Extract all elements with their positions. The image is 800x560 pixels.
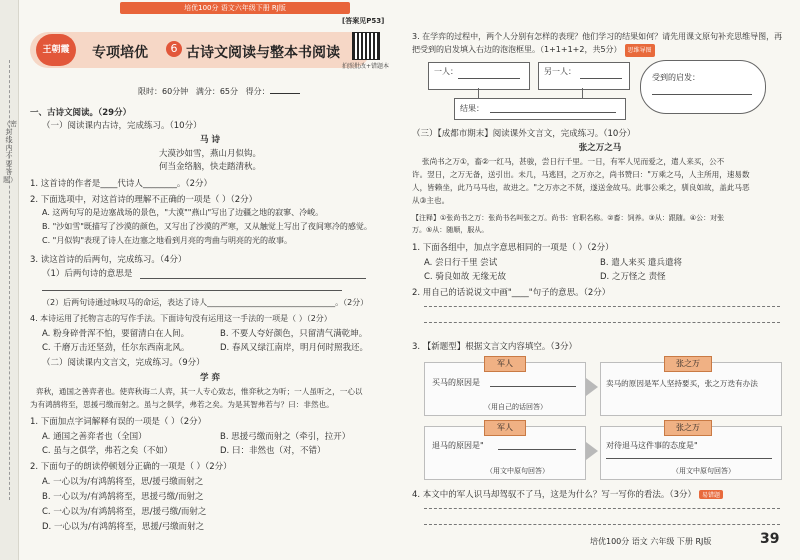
arrow-right-icon-1 <box>586 378 598 396</box>
q3-part-1: （1）后两句诗的意思是 <box>42 269 133 279</box>
q6-option-a: A. 一心以为/有鸿鹄将至，思/援弓缴而射之 <box>42 477 204 487</box>
question-5: 1. 下面加点字词解释有误的一项是（ ）（2分） <box>30 417 207 427</box>
mindmap-other-label: 另一人： <box>544 67 576 76</box>
answer-reference: [答案见P53] <box>342 17 385 25</box>
q5-option-d: D. 曰：非然也（对，不错） <box>220 446 326 456</box>
question-8: 1. 下面各组中，加点字意思相同的一项是（ ）（2分） <box>412 243 614 253</box>
q5-option-a: A. 通国之善弈者也（全国） <box>42 432 147 442</box>
poem-title: 马 诗 <box>200 135 220 145</box>
soldier-label-2: 军人 <box>484 420 526 436</box>
full-score: 满分：65分 <box>195 87 239 96</box>
frame-3-text: 退马的原因是" <box>432 441 484 450</box>
footer-series: 培优100分 语文 六年级 下册 RJ版 <box>590 537 712 546</box>
q6-option-d: D. 一心以为/有鸿鹄将至，思援/弓缴而射之 <box>42 522 205 532</box>
prose-line-1: 弈秋，通国之善弈者也。使弈秋诲二人弈，其一人专心致志，惟弈秋之为听；一人虽听之，一心以 <box>36 387 363 396</box>
q5-option-c: C. 虽与之俱学，弗若之矣（不如） <box>42 446 173 456</box>
section-1-heading: 一、古诗文阅读。（29分） <box>30 108 132 118</box>
q4-option-a: A. 粉身碎骨浑不怕，要留清白在人间。 <box>42 329 190 339</box>
q8-option-d: D. 之万怪之 责怪 <box>600 272 666 282</box>
q2-option-a: A. 这两句写的是边塞战场的景色，"大漠""燕山"写出了边疆之地的寂寥、冷峻。 <box>42 208 324 217</box>
story-line-3: 人，皆赖坐，此乃马马也，故进之。"之万亦之不贤，遂送金故马。此事公乘之，驯良如故，盖此马恶 <box>412 183 750 192</box>
q6-option-c: C. 一心以为/有鸿鹄将至，思/援弓缴/而射之 <box>42 507 207 517</box>
q6-option-b: B. 一心以为/有鸿鹄将至，思援弓缴/而射之 <box>42 492 204 502</box>
arrow-right-icon-2 <box>586 442 598 460</box>
question-10: 3. 【新题型】根据文言文内容填空。（3分） <box>412 342 577 352</box>
q11-answer-line-2[interactable] <box>424 524 780 525</box>
question-9: 2. 用自己的话说说文中画"____"句子的意思。（2分） <box>412 288 611 298</box>
meta-row <box>138 86 300 97</box>
brand-logo: 王朝霞 <box>36 34 76 66</box>
question-11 <box>412 488 723 500</box>
note-line-2: 万。⑤从：随顺，服从。 <box>412 226 489 234</box>
mindmap-result-label: 结果： <box>460 104 484 113</box>
mindmap-result-line[interactable] <box>490 112 616 113</box>
soldier-label-1: 军人 <box>484 356 526 372</box>
error-prone-tag: 易错题 <box>699 490 723 499</box>
frame-1-line[interactable] <box>490 386 576 387</box>
q4-option-b: B. 不要人夸好颜色，只留清气满乾坤。 <box>220 329 368 339</box>
frame-3-line[interactable] <box>498 449 576 450</box>
time-limit: 限时：60分钟 <box>138 87 189 96</box>
page-number: 39 <box>760 531 780 547</box>
score-blank[interactable] <box>270 93 300 94</box>
question-2: 2. 下面选项中，对这首诗的理解不正确的一项是（ ）（2分） <box>30 195 258 205</box>
frame-1-text: 买马的原因是 <box>432 378 480 387</box>
zhang-label-2: 张之万 <box>664 420 712 436</box>
binding-spine <box>0 0 19 560</box>
q2-option-b: B. "沙如雪"既描写了沙漠的颜色，又写出了沙漠的严寒，又从触觉上写出了夜间寒冷的感觉。 <box>42 222 372 231</box>
poem-line-2: 何当金络脑，快走踏清秋。 <box>158 162 261 172</box>
q5-option-b: B. 思援弓缴而射之（牵引，拉开） <box>220 432 351 442</box>
q11-answer-line-1[interactable] <box>424 508 780 509</box>
spine-note: （密封线内不要答题） <box>3 120 17 184</box>
prose-title: 学 弈 <box>200 373 220 383</box>
question-4: 4. 本诗运用了托物言志的写作手法。下面诗句没有运用这一手法的一项是（ ）（2分） <box>30 314 332 323</box>
q11-text: 4. 本文中的军人识马却驾驭不了马，这是为什么？写一写你的看法。（3分） <box>412 490 696 500</box>
qr-code-icon[interactable] <box>352 32 380 60</box>
story-line-2: 许。翌日，之万无备，送引出。未几，马逃回，之万亦之，尚书赞曰："万乘之马，人主所用，速易数 <box>412 170 750 179</box>
mindmap-one-line[interactable] <box>458 78 520 79</box>
mindmap-tag: 思维导图 <box>625 44 655 57</box>
frame-4-line[interactable] <box>606 458 772 459</box>
question-6: 2. 下面句子的朗读停顿划分正确的一项是（ ）（2分） <box>30 462 232 472</box>
part-1-heading: （一）阅读课内古诗，完成练习。（10分） <box>42 121 202 131</box>
frame-4-note: （用文中原句回答） <box>672 467 735 475</box>
q8-option-c: C. 骑良如故 无缘无故 <box>424 272 507 282</box>
prose-line-2: 为有鸿鹄将至，思援弓缴而射之。虽与之俱学，弗若之矣。为是其智弗若与？曰：非然也。 <box>30 400 334 409</box>
title-left: 专项培优 <box>92 45 148 61</box>
story-title: 张之万之马 <box>578 143 622 153</box>
qr-caption: 拍照批改+错题本 <box>342 63 390 70</box>
part-3-heading: （三）【成都市期末】阅读课外文言文，完成练习。（10分） <box>412 129 636 139</box>
note-line-1: 【注释】①张尚书之万：张尚书名叫张之万。尚书：官职名称。②畜：饲养。③从：跟随。④公：对张 <box>412 214 725 222</box>
mindmap-other-line[interactable] <box>580 78 622 79</box>
q4-option-c: C. 千磨万击还坚劲，任尔东西南北风。 <box>42 343 190 353</box>
mindmap-one-label: 一人： <box>434 67 458 76</box>
insight-label: 受到的启发： <box>652 73 700 82</box>
frame-4-text: 对待退马这件事的态度是" <box>606 441 698 450</box>
frame-1-note: （用自己的话回答） <box>484 403 547 411</box>
score-label: 得分： <box>245 87 270 96</box>
question-1: 1. 这首诗的作者是____代诗人________。（2分） <box>30 179 212 189</box>
q3-part-2: （2）后两句诗通过咏叹马的命运，表达了诗人________________________________。（2分） <box>42 298 369 307</box>
title-right: 古诗文阅读与整本书阅读 <box>186 45 340 61</box>
q3-answer-line-1[interactable] <box>140 278 366 279</box>
q4-option-d: D. 春风又绿江南岸，明月何时照我还。 <box>220 343 368 353</box>
q9-answer-line-2[interactable] <box>424 322 780 323</box>
frame-3-note: （用文中原句回答） <box>486 467 549 475</box>
story-line-1: 张尚书之万①，畜②一红马，甚骏，尝日行千里。一日，有军人见而爱之，遣人来买，公不 <box>422 157 725 166</box>
part-2-heading: （二）阅读课内文言文，完成练习。（9分） <box>42 358 205 368</box>
q2-option-c: C. "月似钩"表现了诗人在边塞之地看到月亮的弯曲与明亮的光的故事。 <box>42 236 293 245</box>
q8-option-a: A. 尝日行千里 尝试 <box>424 258 498 268</box>
story-line-4: 从③主也。 <box>412 196 450 205</box>
q7-text: 3. 在学弈的过程中，两个人分别有怎样的表现？他们学习的结果如何？请先用课文原句补充思维导图，再把受到的启发填入右边的泡泡框里。（1+1+1+2，共5分） <box>412 32 783 54</box>
q8-option-b: B. 遣人来买 遣兵遣将 <box>600 258 682 268</box>
q9-answer-line-1[interactable] <box>424 306 780 307</box>
frame-2-text: 卖马的原因是军人坚持要买，张之万迭有办法 <box>606 379 758 388</box>
question-7 <box>412 30 788 57</box>
q3-answer-line-2[interactable] <box>42 290 342 291</box>
question-3: 3. 读这首诗的后两句，完成练习。（4分） <box>30 255 187 265</box>
top-series-bar: 培优100分 语文六年级下册 RJ版 <box>120 2 350 14</box>
insight-bubble[interactable] <box>640 60 766 114</box>
title-number-badge: 6 <box>166 41 182 57</box>
zhang-label-1: 张之万 <box>664 356 712 372</box>
insight-line[interactable] <box>652 94 752 95</box>
poem-line-1: 大漠沙如雪，燕山月似钩。 <box>158 149 261 159</box>
